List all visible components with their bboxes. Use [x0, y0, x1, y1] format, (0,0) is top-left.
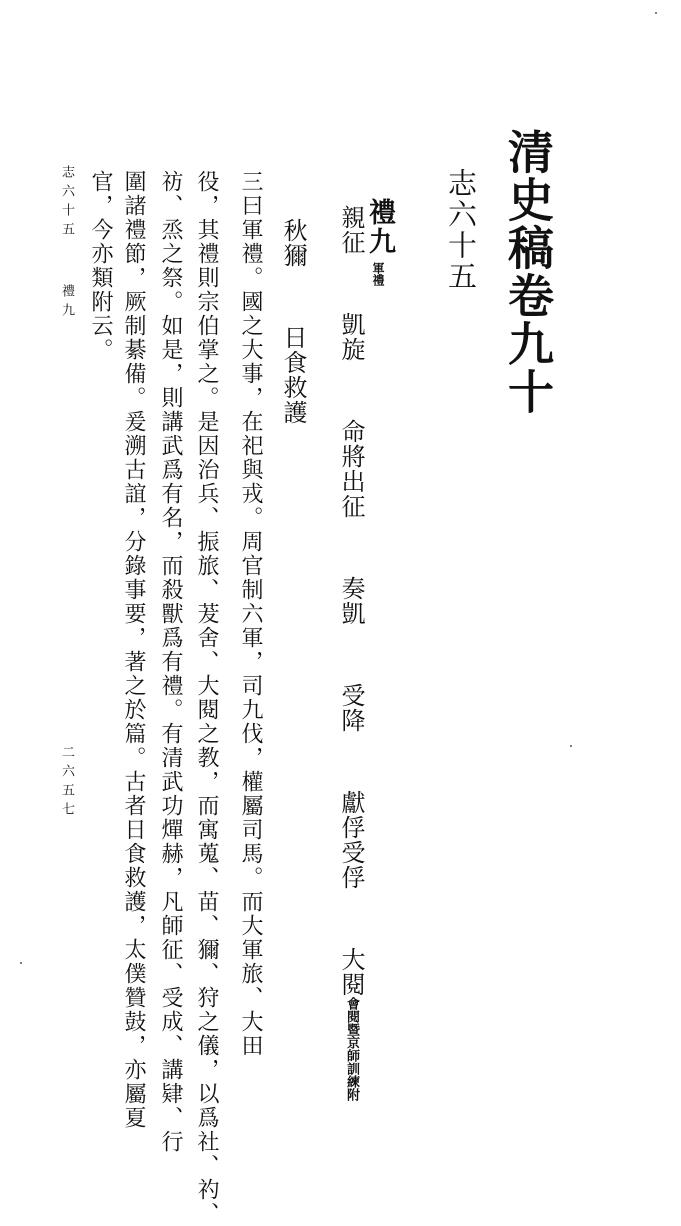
contents-line-2 [281, 218, 305, 425]
scan-speck [655, 12, 657, 14]
section-annotation: 軍禮 [371, 262, 385, 286]
toc-item: 命將出征 [337, 419, 365, 519]
running-head-section: 禮九 [59, 284, 74, 322]
toc-item: 奏凱 [337, 576, 365, 626]
body-text-column: 役，其禮則宗伯掌之。是因治兵、振旅、茇舍、大閱之教，而寓蒐、苗、獮、狩之儀，以爲社、礿、 [194, 170, 219, 1226]
section-heading: 禮九 [364, 198, 395, 256]
contents-line-1 [339, 205, 363, 1101]
volume-heading: 志六十五 [444, 168, 478, 292]
toc-item: 大閱 [337, 947, 365, 997]
toc-item: 秋獮 [279, 218, 307, 268]
chapter-title: 清史稿卷九十 [501, 128, 555, 416]
body-text-column: 祊、烝之祭。如是，則講武爲有名，而殺獸爲有禮。有清武功燀赫，凡師征、受成、講肄、行 [158, 170, 183, 1154]
toc-item: 日食救護 [279, 325, 307, 425]
scan-speck [20, 962, 22, 964]
toc-item: 獻俘受俘 [337, 790, 365, 890]
body-text-column: 三曰軍禮。國之大事，在祀與戎。周官制六軍，司九伐，權屬司馬。而大軍旅、大田 [238, 170, 263, 1058]
body-text-column: 圍諸禮節，厥制綦備。爰溯古誼，分錄事要，著之於篇。古者日食救護，太僕贊鼓，亦屬夏 [121, 170, 146, 1130]
scan-speck [570, 745, 572, 747]
running-head [60, 165, 73, 322]
running-head-volume: 志六十五 [59, 165, 74, 241]
toc-item: 受降 [337, 683, 365, 733]
toc-item: 凱旋 [337, 312, 365, 362]
toc-item-annotation: 會閱暨京師訓練附 [344, 997, 359, 1101]
page-number: 二六五七 [59, 745, 74, 821]
toc-item: 親征 [337, 205, 365, 255]
body-text-column: 官，今亦類附云。 [88, 170, 113, 362]
